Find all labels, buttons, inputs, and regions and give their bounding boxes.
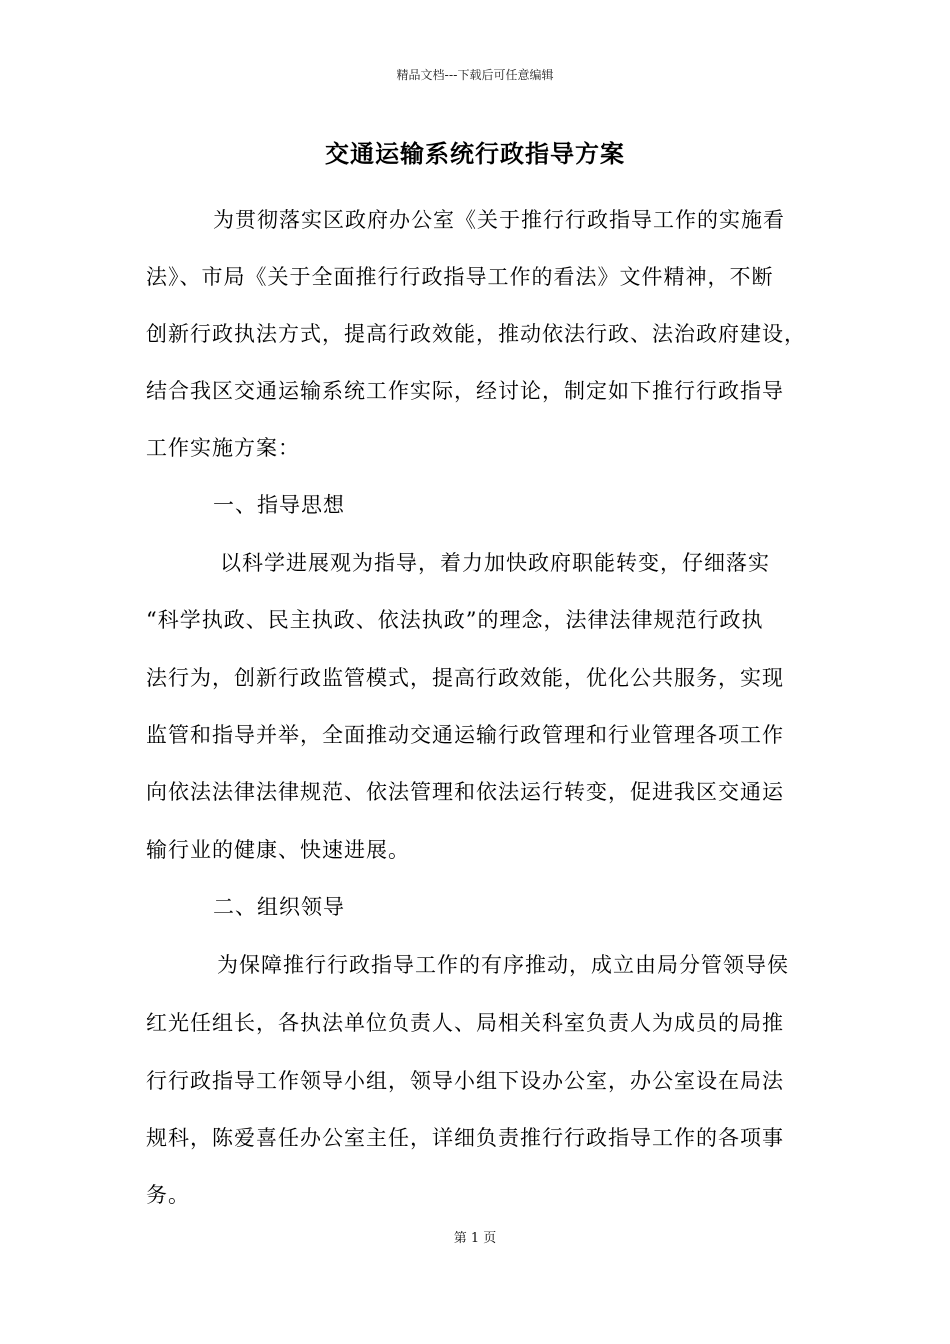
paragraph-line: 向依法法律法律规范、依法管理和依法运行转变，促进我区交通运 <box>146 780 784 804</box>
paragraph-line: 监管和指导并举，全面推动交通运输行政管理和行业管理各项工作 <box>146 723 784 747</box>
paragraph-line: 红光任组长，各执法单位负责人、局相关科室负责人为成员的局推 <box>146 1011 784 1035</box>
document-title: 交通运输系统行政指导方案 <box>325 139 625 168</box>
paragraph-line: 以科学进展观为指导，着力加快政府职能转变，仔细落实 <box>220 551 770 575</box>
paragraph-line: 务。 <box>146 1183 190 1207</box>
page-number: 第 1 页 <box>453 1231 497 1246</box>
section-heading: 一、指导思想 <box>213 493 345 517</box>
paragraph-line: 结合我区交通运输系统工作实际，经讨论，制定如下推行行政指导 <box>146 379 784 403</box>
header-note: 精品文档---下载后可任意编辑 <box>396 68 554 82</box>
paragraph-line: 工作实施方案： <box>146 436 300 460</box>
paragraph-line: 为贯彻落实区政府办公室《关于推行行政指导工作的实施看 <box>213 208 785 232</box>
paragraph-line: 法》、市局《关于全面推行行政指导工作的看法》文件精神，不断 <box>146 265 774 289</box>
paragraph-line: 输行业的健康、快速进展。 <box>146 838 410 862</box>
paragraph-line: 规科，陈爱喜任办公室主任，详细负责推行行政指导工作的各项事 <box>146 1126 784 1150</box>
section-heading: 二、组织领导 <box>213 895 345 919</box>
paragraph-line: 创新行政执法方式，提高行政效能，推动依法行政、法治政府建设， <box>146 322 806 346</box>
paragraph-line: 法行为，创新行政监管模式，提高行政效能，优化公共服务，实现 <box>146 666 784 690</box>
paragraph-line: 为保障推行行政指导工作的有序推动，成立由局分管领导侯 <box>217 953 789 977</box>
paragraph-line: 行行政指导工作领导小组，领导小组下设办公室，办公室设在局法 <box>146 1069 784 1093</box>
paragraph-line: “科学执政、民主执政、依法执政”的理念，法律法律规范行政执 <box>146 608 764 632</box>
